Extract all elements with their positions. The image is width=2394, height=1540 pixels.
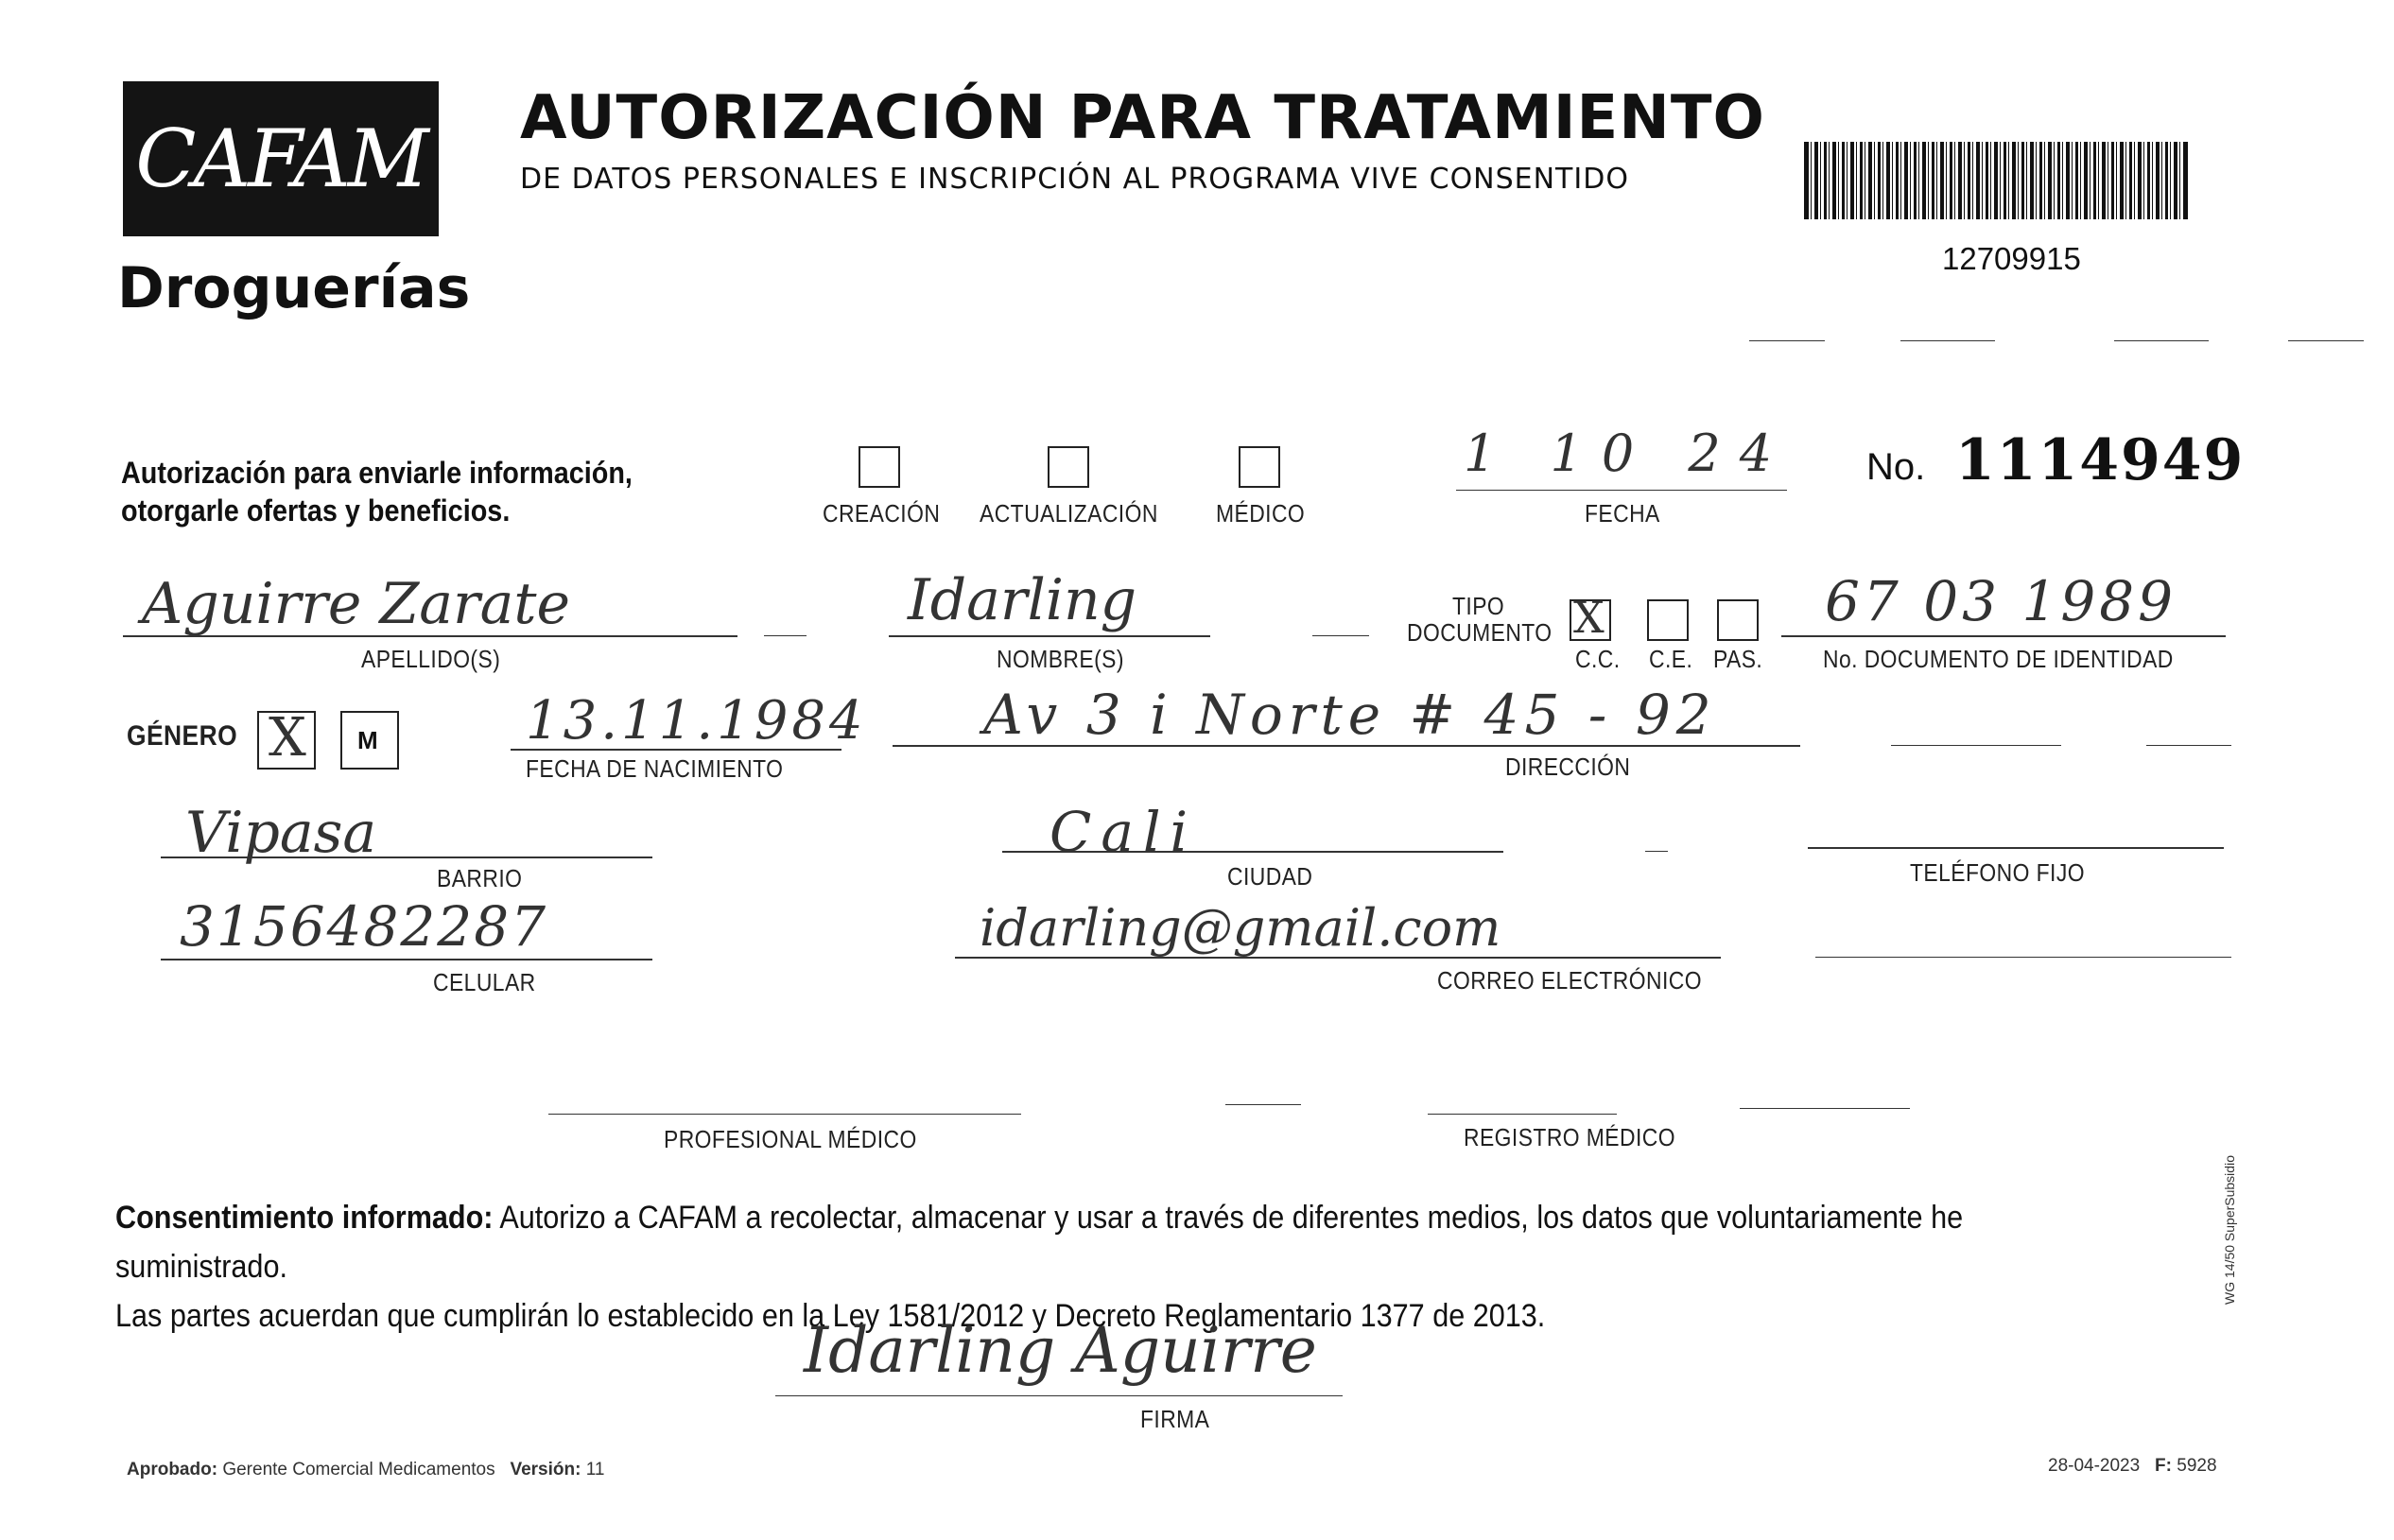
authorization-line-1: Autorización para enviarle información, [121, 456, 633, 490]
label-fecha: FECHA [1585, 499, 1660, 528]
direccion-value[interactable]: Av 3 i Norte # 45 - 92 [983, 683, 1717, 747]
divider [2114, 340, 2209, 341]
divider [1225, 1104, 1301, 1105]
doc-number-value[interactable]: 67 03 1989 [1825, 569, 2177, 633]
checkbox-medico[interactable] [1239, 446, 1280, 488]
label-creacion: CREACIÓN [823, 499, 941, 528]
checkbox-creacion[interactable] [859, 446, 900, 488]
apellidos-value[interactable]: Aguirre Zarate [142, 571, 571, 637]
signature-underline [775, 1395, 1343, 1396]
label-celular: CELULAR [433, 968, 536, 996]
form-label: F: [2155, 1456, 2172, 1476]
fecha-nac-value[interactable]: 13.11.1984 [526, 690, 867, 752]
divider [1900, 340, 1995, 341]
page-subtitle: DE DATOS PERSONALES E INSCRIPCIÓN AL PROGRAMA VIVE CONSENTIDO [520, 163, 1629, 196]
footer-date: 28-04-2023 [2048, 1456, 2141, 1476]
barcode [1804, 142, 2188, 219]
checkbox-genero-m[interactable] [340, 711, 399, 770]
label-doc-number: No. DOCUMENTO DE IDENTIDAD [1823, 645, 2174, 673]
divider [764, 635, 807, 636]
approved-label: Aprobado: [127, 1460, 218, 1479]
form-number-label: No. [1866, 446, 1926, 488]
profesional-underline[interactable] [548, 1114, 1021, 1115]
label-firma: FIRMA [1140, 1405, 1210, 1433]
label-profesional: PROFESIONAL MÉDICO [664, 1125, 917, 1153]
barrio-value[interactable]: Vipasa [185, 800, 377, 866]
footer-approved [127, 1460, 604, 1480]
divider [1645, 851, 1668, 852]
checkbox-genero-f[interactable] [257, 707, 316, 770]
ciudad-value[interactable]: Cali [1050, 800, 1198, 864]
checkbox-pas[interactable] [1717, 599, 1759, 641]
consent-line-2: Las partes acuerdan que cumplirán lo establecido en la Ley 1581/2012 y Decreto Reglamentario 1377 de 2013. [115, 1298, 1546, 1334]
celular-value[interactable]: 3156482287 [180, 894, 548, 959]
form-number: 1114949 [1955, 427, 2246, 493]
divider [1312, 635, 1369, 636]
divider [1815, 957, 2231, 958]
telefono-underline[interactable] [1808, 847, 2224, 849]
consent-lead: Consentimiento informado: [115, 1200, 494, 1236]
label-fecha-nac: FECHA DE NACIMIENTO [526, 754, 784, 783]
authorization-line-2: otorgarle ofertas y beneficios. [121, 493, 511, 528]
label-barrio: BARRIO [437, 864, 523, 892]
celular-underline [161, 959, 652, 960]
divider [1749, 340, 1825, 341]
label-tipo: TIPO [1452, 592, 1505, 620]
label-direccion: DIRECCIÓN [1505, 753, 1631, 781]
label-documento: DOCUMENTO [1407, 618, 1553, 647]
label-medico: MÉDICO [1216, 499, 1306, 528]
label-actualizacion: ACTUALIZACIÓN [980, 499, 1158, 528]
form-value: 5928 [2177, 1456, 2217, 1476]
doc-number-underline [1781, 635, 2226, 637]
genero-m-label: M [357, 726, 378, 754]
date-value[interactable]: 1 10 24 [1464, 424, 1792, 483]
side-print-code: WG 14/50 SuperSubsidio [2222, 1155, 2237, 1305]
cafam-logo [123, 81, 439, 236]
approved-value: Gerente Comercial Medicamentos [222, 1460, 495, 1479]
brand-subtitle: Droguerías [117, 255, 471, 321]
label-genero: GÉNERO [127, 720, 238, 752]
registro-underline[interactable] [1428, 1114, 1617, 1115]
genero-f-mark: X [269, 707, 306, 769]
label-correo: CORREO ELECTRÓNICO [1437, 966, 1702, 995]
barcode-number: 12709915 [1942, 241, 2081, 276]
logo-text: CAFAM [135, 112, 426, 205]
label-cc: C.C. [1575, 645, 1621, 673]
label-telefono: TELÉFONO FIJO [1910, 858, 2085, 887]
page-title: AUTORIZACIÓN PARA TRATAMIENTO [520, 83, 1765, 153]
cc-mark: X [1573, 592, 1605, 643]
divider [1891, 745, 2061, 746]
label-nombres: NOMBRE(S) [997, 645, 1124, 673]
fecha-nac-underline [511, 749, 841, 751]
label-ce: C.E. [1649, 645, 1693, 673]
checkbox-cc[interactable] [1570, 592, 1611, 643]
consent-line-1: Autorizo a CAFAM a recolectar, almacenar y usar a través de diferentes medios, los datos que voluntariamente he suministrado. [115, 1200, 1964, 1285]
version-label: Versión: [510, 1460, 581, 1479]
date-underline [1456, 490, 1787, 491]
label-pas: PAS. [1713, 645, 1763, 673]
signature-value[interactable]: Idarling Aguirre [804, 1314, 1317, 1387]
divider [2146, 745, 2231, 746]
correo-value[interactable]: idarling@gmail.com [980, 898, 1501, 958]
correo-underline [955, 957, 1721, 959]
direccion-underline [893, 745, 1800, 747]
checkbox-ce[interactable] [1647, 599, 1689, 641]
checkbox-actualizacion[interactable] [1048, 446, 1089, 488]
label-registro: REGISTRO MÉDICO [1464, 1123, 1675, 1151]
nombres-underline [889, 635, 1210, 637]
footer-date-form [2048, 1456, 2217, 1477]
divider [2288, 340, 2364, 341]
apellidos-underline [123, 635, 737, 637]
ciudad-underline [1002, 851, 1503, 853]
label-ciudad: CIUDAD [1227, 862, 1313, 891]
label-apellidos: APELLIDO(S) [361, 645, 501, 673]
nombres-value[interactable]: Idarling [908, 567, 1136, 633]
divider [1740, 1108, 1910, 1109]
authorization-text [121, 454, 633, 529]
version-value: 11 [585, 1460, 605, 1479]
barrio-underline [161, 857, 652, 858]
